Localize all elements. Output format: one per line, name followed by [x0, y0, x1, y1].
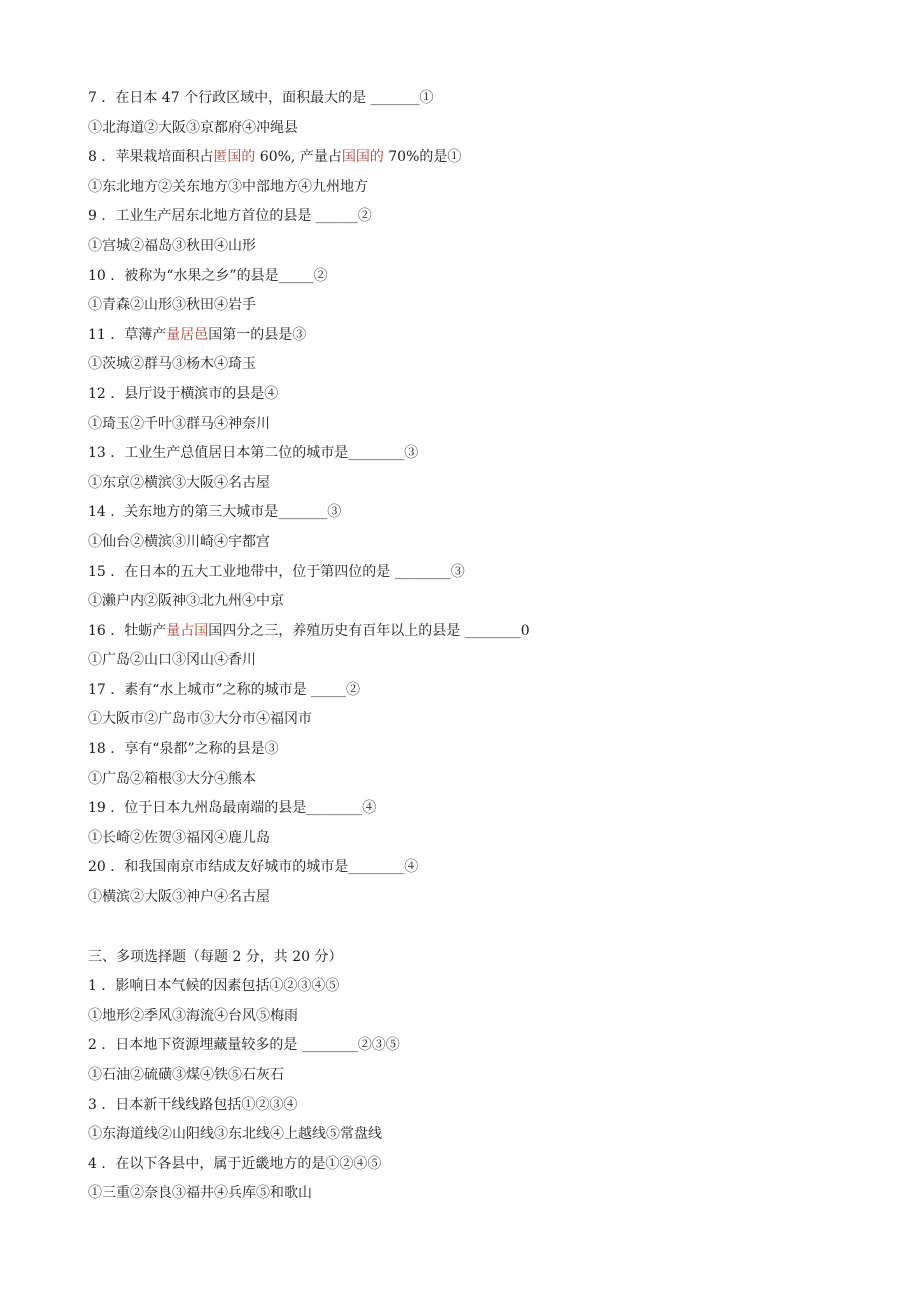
question-10: 10 ．被称为“水果之乡”的县是_____②	[88, 267, 328, 284]
options-19: ①长崎②佐贺③福冈④鹿儿岛	[88, 829, 270, 846]
question-7: 7 ．在日本 47 个行政区域中，面积最大的是 _______①	[88, 90, 434, 106]
highlighted-text: 量占国	[166, 622, 209, 639]
question-text: 70%的是①	[383, 149, 462, 166]
options-8: ①东北地方②关东地方③中部地方④九州地方	[88, 178, 368, 195]
mc-options-2: ①石油②硫磺③煤④铁⑤石灰石	[88, 1067, 284, 1083]
highlighted-text: 量居邑	[166, 326, 209, 343]
options-17: ①大阪市②广岛市③大分市④福冈市	[88, 711, 312, 728]
options-9: ①宫城②福岛③秋田④山形	[88, 237, 256, 254]
question-text: 16 ．牡蛎产	[88, 622, 167, 639]
question-14: 14 ．关东地方的第三大城市是_______③	[88, 504, 342, 521]
question-16	[88, 617, 868, 647]
question-text: 国四分之三，养殖历史有百年以上的县是 ________0	[208, 622, 530, 639]
mc-question-1: 1 ．影响日本气候的因素包括①②③④⑤	[88, 978, 340, 995]
options-10: ①青森②山形③秋田④岩手	[88, 297, 256, 314]
section-title: 三、多项选择题（每题 2 分，共 20 分）	[88, 948, 343, 965]
options-14: ①仙台②横滨③川崎④宇都宫	[88, 533, 270, 550]
options-18: ①广岛②箱根③大分④熊本	[88, 770, 256, 787]
document-page	[88, 84, 868, 1209]
options-12: ①琦玉②千叶③群马④神奈川	[88, 415, 270, 432]
question-11	[88, 321, 868, 351]
highlighted-text: 匿国的	[213, 149, 256, 166]
highlighted-text: 国国的	[341, 149, 384, 166]
question-text: 11 ．草薄产	[88, 326, 167, 343]
section-spacer	[88, 913, 868, 943]
question-19: 19 ．位于日本九州岛最南端的县是________④	[88, 800, 377, 817]
options-20: ①横滨②大阪③神户④名古屋	[88, 889, 270, 906]
question-18: 18 ．享有“泉都”之称的县是③	[88, 741, 279, 758]
question-text: 8 ．苹果栽培面积占	[88, 149, 214, 166]
question-13: 13 ．工业生产总值居日本第二位的城市是________③	[88, 445, 419, 462]
mc-question-4: 4 ．在以下各县中，属于近畿地方的是①②④⑤	[88, 1155, 382, 1172]
mc-options-1: ①地形②季风③海流④台风⑤梅雨	[88, 1007, 298, 1024]
question-text: 60%, 产量占	[255, 149, 342, 166]
options-16: ①广岛②山口③冈山④香川	[88, 652, 256, 669]
options-11: ①茨城②群马③杨木④琦玉	[88, 356, 256, 373]
options-13: ①东京②横滨③大阪④名古屋	[88, 474, 270, 491]
question-20: 20 ．和我国南京市结成友好城市的城市是________④	[88, 859, 419, 876]
question-8	[88, 143, 868, 173]
mc-question-3: 3 ．日本新干线线路包括①②③④	[88, 1096, 298, 1113]
question-15: 15 ．在日本的五大工业地带中，位于第四位的是 ________③	[88, 563, 465, 580]
options-7: ①北海道②大阪③京都府④冲绳县	[88, 119, 298, 136]
mc-options-3: ①东海道线②山阳线③东北线④上越线⑤常盘线	[88, 1126, 382, 1143]
mc-options-4: ①三重②奈良③福井④兵库⑤和歌山	[88, 1185, 312, 1202]
question-9: 9 ．工业生产居东北地方首位的县是 ______②	[88, 208, 372, 225]
options-15: ①濑户内②阪神③北九州④中京	[88, 593, 284, 610]
question-12: 12 ．县厅设于横滨市的县是④	[88, 385, 279, 402]
question-17: 17 ．素有“水上城市”之称的城市是 _____②	[88, 681, 361, 698]
mc-question-2: 2 ．日本地下资源埋藏量较多的是 ________②③⑤	[88, 1037, 400, 1054]
question-text: 国第一的县是③	[208, 326, 307, 343]
